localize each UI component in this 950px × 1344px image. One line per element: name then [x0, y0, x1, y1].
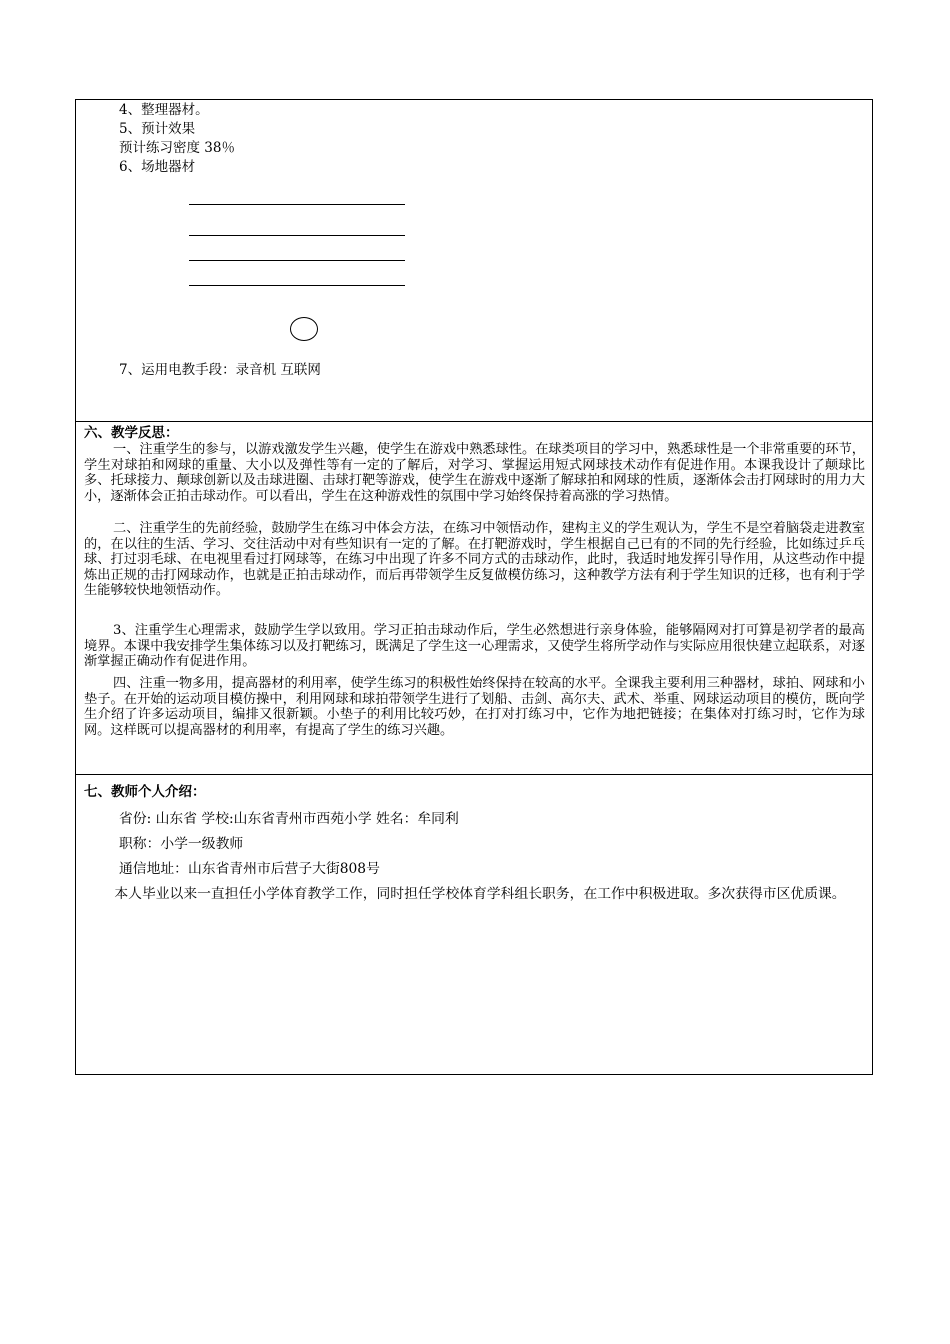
practice-density: 预计练习密度 38％: [119, 140, 235, 156]
venue-line-1: [189, 204, 405, 205]
teacher-title: 职称：小学一级教师: [119, 836, 244, 852]
teacher-address: 通信地址：山东省青州市后营子大街808号: [119, 861, 380, 877]
teacher-bio: 本人毕业以来一直担任小学体育教学工作，同时担任学校体育学科组长职务，在工作中积极进取。多次获得市区优质课。: [114, 886, 846, 902]
reflection-paragraph-2: 二、注重学生的先前经验，鼓励学生在练习中体会方法，在练习中领悟动作，建构主义的学生观认为，学生不是空着脑袋走进教室的，在以往的生活、学习、交往活动中对有些知识有一定的了解。在打靶游戏时，学生根据自己已有的不同的先行经验，比如练过乒乓球、打过羽毛球、在电视里看过打网球等，在练习中出现了许多不同方式的击球动作，此时，我适时地发挥引导作用，从这些动作中提炼出正规的击打网球动作，也就是正拍击球动作，而后再带领学生反复做模仿练习，这种教学方法有利于学生知识的迁移，也有利于学生能够较快地领悟动作。: [84, 521, 865, 599]
reflection-paragraph-1: 一、注重学生的参与，以游戏激发学生兴趣，使学生在游戏中熟悉球性。在球类项目的学习中，熟悉球性是一个非常重要的环节，学生对球拍和网球的重量、大小以及弹性等有一定的了解后，对学习、掌握运用短式网球技术动作有促进作用。本课我设计了颠球比多、托球接力、颠球创新以及击球进圈、击球打靶等游戏，使学生在游戏中逐渐了解球拍和网球的性质，逐渐体会击打网球时的用力大小，逐渐体会正拍击球动作。可以看出，学生在这种游戏性的氛围中学习始终保持着高涨的学习热情。: [84, 442, 865, 504]
item-7-media-tools: 7、运用电教手段：录音机 互联网: [119, 362, 321, 378]
section-reflection-row: [76, 422, 872, 775]
section-equipment-row: [76, 100, 872, 422]
reflection-heading: 六、教学反思：: [84, 425, 179, 441]
venue-line-3: [189, 260, 405, 261]
teacher-intro-heading: 七、教师个人介绍：: [84, 784, 206, 800]
item-4-organize-equipment: 4、整理器材。: [119, 102, 209, 118]
venue-circle-diagram: [290, 317, 318, 341]
venue-line-4: [189, 285, 405, 286]
lesson-plan-table: [75, 99, 873, 1075]
item-6-venue-equipment: 6、场地器材: [119, 159, 196, 175]
item-5-expected-effect: 5、预计效果: [119, 121, 196, 137]
reflection-paragraph-3: 3、注重学生心理需求，鼓励学生学以致用。学习正拍击球动作后，学生必然想进行亲身体验，能够隔网对打可算是初学者的最高境界。本课中我安排学生集体练习以及打靶练习，既满足了学生这一心理需求，又使学生将所学动作与实际应用很快建立起联系，对逐渐掌握正确动作有促进作用。: [84, 623, 865, 670]
section-teacher-intro-row: [76, 775, 872, 1076]
venue-line-2: [189, 235, 405, 236]
teacher-province-school-name: 省份: 山东省 学校:山东省青州市西苑小学 姓名：牟同利: [119, 811, 459, 827]
reflection-paragraph-4: 四、注重一物多用，提高器材的利用率，使学生练习的积极性始终保持在较高的水平。全课我主要利用三种器材，球拍、网球和小垫子。在开始的运动项目模仿操中，利用网球和球拍带领学生进行了划船、击剑、高尔夫、武术、举重、网球运动项目的模仿，既向学生介绍了许多运动项目，编排又很新颖。小垫子的利用比较巧妙，在打对打练习中，它作为地把链接；在集体对打练习时，它作为球网。这样既可以提高器材的利用率，有提高了学生的练习兴趣。: [84, 676, 865, 738]
